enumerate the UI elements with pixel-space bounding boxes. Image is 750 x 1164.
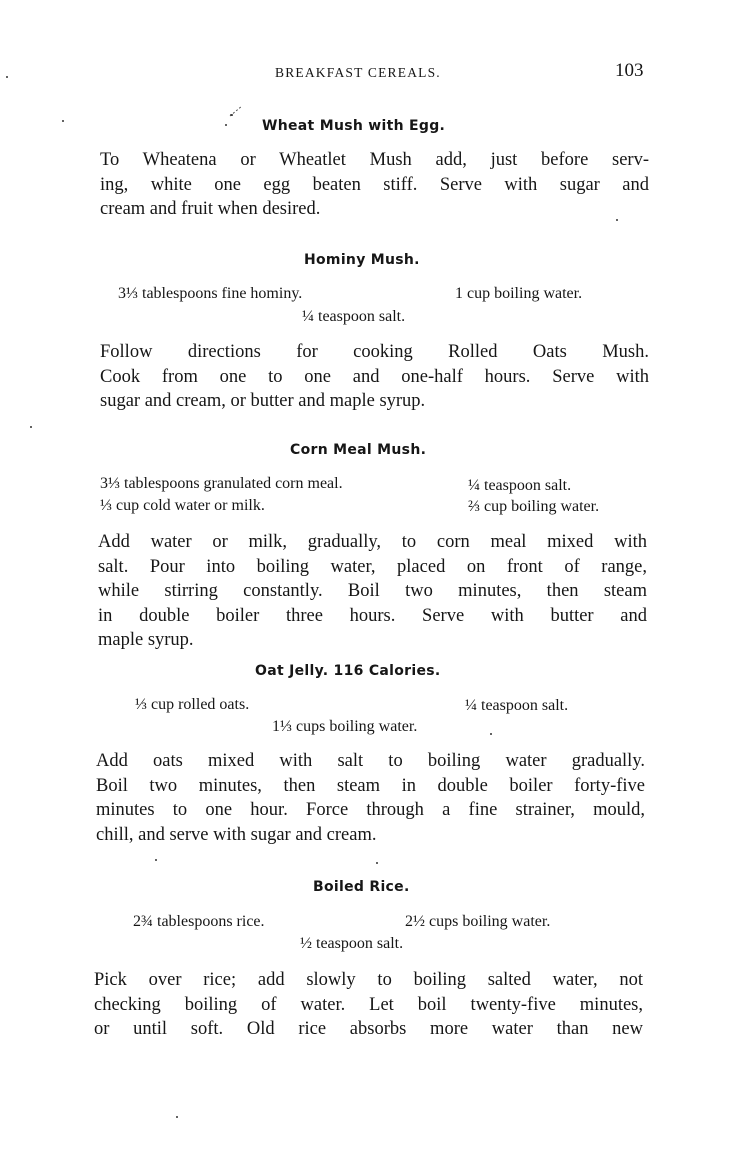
- ingredient: 1⅓ cups boiling water.: [272, 718, 418, 735]
- ingredient: ⅓ cup cold water or milk.: [100, 497, 265, 514]
- body-line: sugar and cream, or butter and maple syrup.: [100, 391, 426, 411]
- ingredient: 2¾ tablespoons rice.: [133, 913, 265, 930]
- body-line: maple syrup.: [98, 630, 194, 650]
- recipe-body-wheat-mush-with-egg: [100, 148, 649, 222]
- body-line: chill, and serve with sugar and cream.: [96, 824, 377, 845]
- ingredient: ¼ teaspoon salt.: [302, 308, 406, 325]
- body-line: Boil two minutes, then steam in double boiler forty-five: [96, 775, 645, 796]
- body-line: checking boiling of water. Let boil twenty-five minutes,: [94, 994, 643, 1015]
- recipe-title-hominy-mush: Hominy Mush.: [304, 252, 420, 268]
- body-line: cream and fruit when desired.: [100, 199, 321, 219]
- running-head: BREAKFAST CEREALS.: [275, 65, 441, 80]
- ingredient: ½ teaspoon salt.: [300, 935, 404, 952]
- scan-speck: [225, 124, 227, 126]
- ingredient: 3⅓ tablespoons fine hominy.: [118, 285, 303, 302]
- ingredient: ¼ teaspoon salt.: [465, 697, 569, 714]
- recipe-title-corn-meal-mush: Corn Meal Mush.: [290, 442, 427, 458]
- scan-speck: [30, 426, 32, 428]
- ingredient: 2½ cups boiling water.: [405, 913, 551, 930]
- scan-speck: [376, 862, 378, 864]
- recipe-title-oat-jelly: Oat Jelly. 116 Calories.: [255, 663, 441, 679]
- recipe-body-oat-jelly: [96, 749, 645, 847]
- ingredient: 3⅓ tablespoons granulated corn meal.: [100, 475, 343, 492]
- body-line: Pick over rice; add slowly to boiling salted water, not: [94, 970, 643, 990]
- recipe-body-hominy-mush: [100, 340, 649, 414]
- scan-speck: [176, 1116, 178, 1118]
- page-number: 103: [615, 60, 644, 81]
- body-line: Follow directions for cooking Rolled Oats Mush.: [100, 342, 649, 362]
- scan-speck: [616, 219, 618, 221]
- scan-speck: [62, 120, 64, 122]
- body-line: Cook from one to one and one-half hours. Serve with: [100, 366, 649, 387]
- ingredient: ¼ teaspoon salt.: [468, 477, 572, 494]
- body-line: To Wheatena or Wheatlet Mush add, just before serv-: [100, 150, 649, 170]
- body-line: Add water or milk, gradually, to corn meal mixed with: [98, 532, 647, 552]
- body-line: ing, white one egg beaten stiff. Serve with sugar and: [100, 174, 649, 195]
- ingredient: ⅔ cup boiling water.: [468, 498, 600, 515]
- pencil-mark: [228, 100, 250, 118]
- recipe-title-wheat-mush-with-egg: Wheat Mush with Egg.: [262, 118, 446, 134]
- scan-speck: [155, 859, 157, 861]
- recipe-body-boiled-rice: [94, 968, 643, 1042]
- body-line: salt. Pour into boiling water, placed on front of range,: [98, 556, 647, 577]
- body-line: while stirring constantly. Boil two minutes, then steam: [98, 581, 647, 601]
- scan-speck: [6, 76, 8, 78]
- recipe-title-boiled-rice: Boiled Rice.: [313, 879, 410, 895]
- ingredient: 1 cup boiling water.: [455, 285, 583, 302]
- body-line: Add oats mixed with salt to boiling water gradually.: [96, 751, 645, 771]
- recipe-body-corn-meal-mush: [98, 530, 647, 653]
- body-line: or until soft. Old rice absorbs more water than new: [94, 1019, 643, 1039]
- scan-speck: [490, 733, 492, 735]
- body-line: minutes to one hour. Force through a fine strainer, mould,: [96, 800, 645, 820]
- ingredient: ⅓ cup rolled oats.: [135, 696, 250, 713]
- body-line: in double boiler three hours. Serve with butter and: [98, 605, 647, 626]
